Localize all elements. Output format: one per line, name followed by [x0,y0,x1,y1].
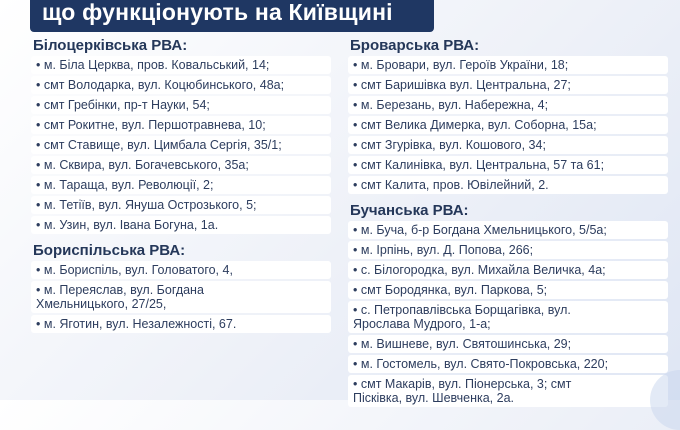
address-item: • смт Бородянка, вул. Паркова, 5; [348,281,668,299]
address-item: • м. Бориспіль, вул. Головатого, 4, [31,261,331,279]
address-item: • м. Переяслав, вул. Богдана Хмельницького, 27/25, [31,281,331,313]
address-item: • смт Калинівка, вул. Центральна, 57 та 61; [348,156,668,174]
district-section [31,37,331,234]
address-item: • м. Березань, вул. Набережна, 4; [348,96,668,114]
right-column [348,37,668,415]
address-item: • смт Згурівка, вул. Кошового, 34; [348,136,668,154]
title-banner [30,0,434,32]
district-title: Бориспільська РВА: [33,242,186,259]
district-section [348,37,668,194]
district-section [31,242,331,333]
district-title: Броварська РВА: [350,37,480,54]
address-item: • м. Бровари, вул. Героїв України, 18; [348,56,668,74]
address-item: • м. Узин, вул. Івана Богуна, 1а. [31,216,331,234]
address-item: • м. Тараща, вул. Революції, 2; [31,176,331,194]
address-item: • м. Сквира, вул. Богачевського, 35а; [31,156,331,174]
address-item: • смт Баришівка вул. Центральна, 27; [348,76,668,94]
address-item: • смт Рокитне, вул. Першотравнева, 10; [31,116,331,134]
district-title: Білоцерківська РВА: [33,37,188,54]
address-item: • м. Яготин, вул. Незалежності, 67. [31,315,331,333]
address-item: • м. Ірпінь, вул. Д. Попова, 266; [348,241,668,259]
left-column [31,37,331,341]
address-item: • м. Тетіїв, вул. Януша Острозького, 5; [31,196,331,214]
address-item: • с. Білогородка, вул. Михайла Величка, 4а; [348,261,668,279]
address-item: • м. Вишневе, вул. Святошинська, 29; [348,335,668,353]
address-item: • м. Гостомель, вул. Свято-Покровська, 220; [348,355,668,373]
address-item: • смт Калита, пров. Ювілейний, 2. [348,176,668,194]
address-item: • смт Володарка, вул. Коцюбинського, 48а; [31,76,331,94]
address-item: • м. Буча, б-р Богдана Хмельницького, 5/5а; [348,221,668,239]
district-section [348,202,668,407]
address-item: • смт Гребінки, пр-т Науки, 54; [31,96,331,114]
address-item: • с. Петропавлівська Борщагівка, вул. Ярослава Мудрого, 1-а; [348,301,668,333]
address-item: • м. Біла Церква, пров. Ковальський, 14; [31,56,331,74]
page-title: що функціонують на Київщині [42,0,393,25]
address-item: • смт Ставище, вул. Цимбала Сергія, 35/1; [31,136,331,154]
district-title: Бучанська РВА: [350,202,469,219]
address-item: • смт Велика Димерка, вул. Соборна, 15а; [348,116,668,134]
address-item: • смт Макарів, вул. Піонерська, 3; смт Пісківка, вул. Шевченка, 2а. [348,375,668,407]
